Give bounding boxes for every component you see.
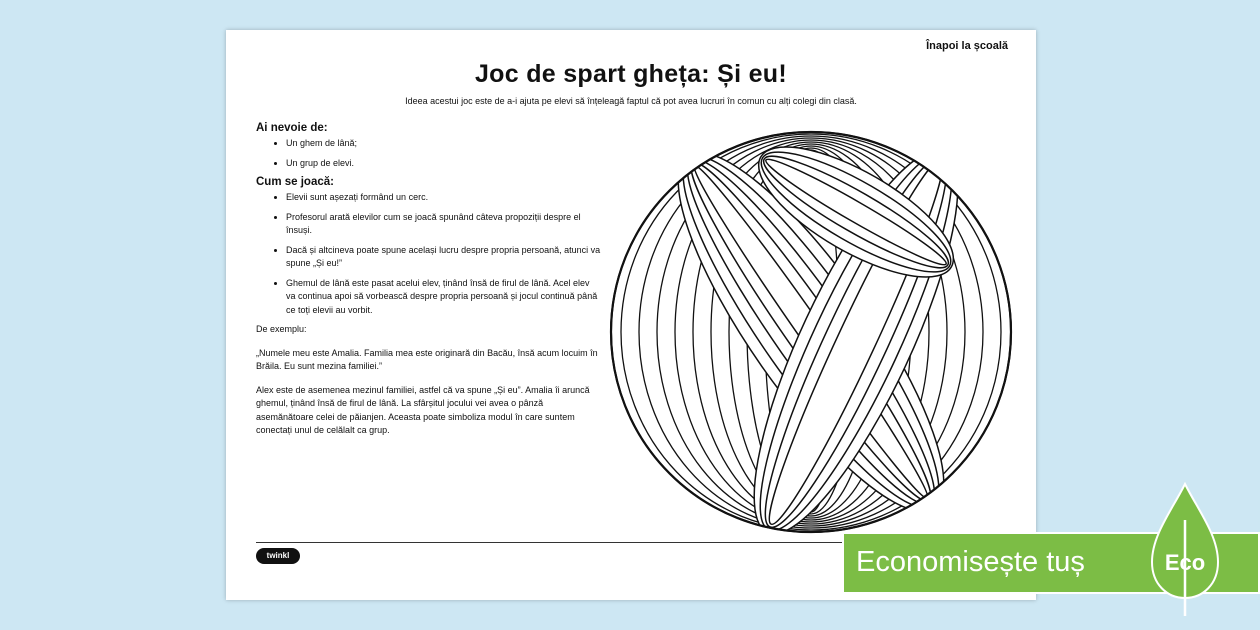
eco-badge-text: Eco [1164, 550, 1206, 575]
materials-heading: Ai nevoie de: [256, 122, 328, 134]
example-quote: „Numele meu este Amalia. Familia mea este originară din Bacău, însă acum locuim în Brăila. Eu sunt mezina familiei.” [256, 347, 598, 371]
corner-label: Înapoi la școală [926, 40, 1008, 52]
example-label: De exemplu: [256, 324, 307, 334]
worksheet-page [226, 30, 1036, 600]
materials-list [256, 137, 601, 170]
step-item: • Profesorul arată elevilor cum se joacă spunând câteva propoziții despre el însuși. [286, 211, 601, 238]
intro-text: Ideea acestui joc este de a-i ajuta pe elevi să înțeleagă faptul că pot avea lucruri în comun cu alți colegi din clasă. [405, 96, 857, 106]
howto-heading: Cum se joacă: [256, 176, 334, 188]
steps-list [256, 191, 601, 317]
yarn-ball-illustration [606, 122, 1016, 542]
closing-paragraph: Alex este de asemenea mezinul familiei, astfel că va spune „Și eu”. Amalia îi aruncă ghemul, ținând însă de firul de lână. La sfârșitul jocului vei avea o pânză asemănătoare celei de păianjen. Aceasta poate simboliza modul în care suntem conectați unul de celălalt ca grup. [256, 384, 590, 435]
eco-banner-label: Economisește tuș [856, 546, 1085, 578]
worksheet-title: Joc de spart gheța: Și eu! [474, 60, 788, 88]
step-item: • Dacă și altcineva poate spune același lucru despre propria persoană, atunci va spune „Și eu!” [286, 244, 601, 271]
instructions-column [256, 122, 601, 448]
eco-leaf-icon [1148, 480, 1222, 620]
twinkl-logo: twinkl [256, 548, 300, 564]
step-item: • Elevii sunt așezați formând un cerc. [286, 191, 601, 205]
step-item: • Ghemul de lână este pasat acelui elev, ținând însă de firul de lână. Acel elev va continua apoi să vorbească despre propria persoană și jocul continuă până ce toți elevii au vorbit. [286, 277, 601, 318]
materials-item: • Un ghem de lână; [286, 137, 601, 151]
materials-item: • Un grup de elevi. [286, 157, 601, 171]
